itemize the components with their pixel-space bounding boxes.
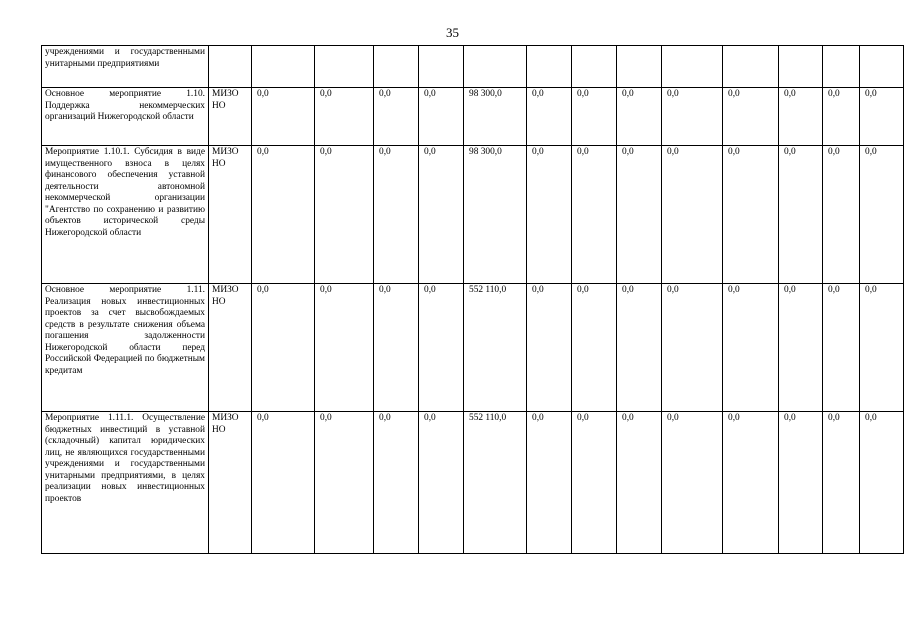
value-cell: 0,0 [527, 146, 572, 284]
value-cell: 0,0 [860, 284, 904, 412]
value-cell: 0,0 [527, 412, 572, 554]
activity-description-cell: учреждениями и государственными унитарными предприятиями [42, 46, 209, 88]
value-cell: 0,0 [374, 412, 419, 554]
value-cell: 0,0 [723, 284, 779, 412]
value-cell: 0,0 [860, 146, 904, 284]
page-number: 35 [446, 25, 459, 40]
value-cell: 98 300,0 [464, 146, 527, 284]
value-cell: 0,0 [315, 284, 374, 412]
value-cell: 0,0 [823, 146, 860, 284]
activity-description-cell: Основное мероприятие 1.11. Реализация новых инвестиционных проектов за счет высвобождаемых средств в результате снижения объема погашения задолженности Нижегородской области перед Российской Федерацией по бюджетным кредитам [42, 284, 209, 412]
activity-description-cell: Мероприятие 1.10.1. Субсидия в виде имущественного взноса в целях финансового обеспечения уставной деятельности автономной некоммерческой организации "Агентство по сохранению и развитию объектов исторической среды Нижегородской области [42, 146, 209, 284]
value-cell: 0,0 [779, 284, 823, 412]
value-cell: 0,0 [315, 146, 374, 284]
value-cell [662, 46, 723, 88]
activity-description-cell: Основное мероприятие 1.10. Поддержка некоммерческих организаций Нижегородской области [42, 88, 209, 146]
value-cell: 0,0 [723, 412, 779, 554]
value-cell [315, 46, 374, 88]
table-body [42, 46, 904, 554]
value-cell: 0,0 [779, 412, 823, 554]
table-row [42, 146, 904, 284]
value-cell: 0,0 [315, 412, 374, 554]
value-cell: 0,0 [723, 88, 779, 146]
value-cell: 0,0 [823, 88, 860, 146]
value-cell: 0,0 [662, 284, 723, 412]
value-cell: 0,0 [527, 88, 572, 146]
value-cell: 0,0 [374, 88, 419, 146]
value-cell [527, 46, 572, 88]
executor-cell: МИЗО НО [209, 412, 252, 554]
value-cell: 0,0 [662, 412, 723, 554]
value-cell [464, 46, 527, 88]
value-cell: 0,0 [419, 146, 464, 284]
value-cell: 0,0 [252, 88, 315, 146]
value-cell: 0,0 [419, 412, 464, 554]
value-cell: 0,0 [779, 88, 823, 146]
value-cell [723, 46, 779, 88]
table-row [42, 88, 904, 146]
value-cell: 0,0 [779, 146, 823, 284]
value-cell: 0,0 [252, 284, 315, 412]
value-cell: 0,0 [723, 146, 779, 284]
executor-cell: МИЗО НО [209, 88, 252, 146]
table-row [42, 284, 904, 412]
executor-cell: МИЗО НО [209, 284, 252, 412]
value-cell: 0,0 [527, 284, 572, 412]
value-cell: 0,0 [662, 88, 723, 146]
value-cell: 0,0 [374, 146, 419, 284]
value-cell [419, 46, 464, 88]
executor-cell [209, 46, 252, 88]
value-cell [860, 46, 904, 88]
value-cell [823, 46, 860, 88]
value-cell: 0,0 [860, 412, 904, 554]
value-cell [779, 46, 823, 88]
executor-cell: МИЗО НО [209, 146, 252, 284]
value-cell: 0,0 [662, 146, 723, 284]
value-cell: 0,0 [617, 412, 662, 554]
value-cell: 0,0 [617, 284, 662, 412]
value-cell: 0,0 [419, 284, 464, 412]
value-cell: 0,0 [572, 88, 617, 146]
budget-table [41, 45, 904, 554]
value-cell: 0,0 [252, 412, 315, 554]
value-cell: 0,0 [572, 412, 617, 554]
value-cell: 0,0 [823, 284, 860, 412]
value-cell: 0,0 [572, 284, 617, 412]
value-cell: 0,0 [572, 146, 617, 284]
value-cell: 0,0 [617, 146, 662, 284]
value-cell: 552 110,0 [464, 284, 527, 412]
activity-description-cell: Мероприятие 1.11.1. Осуществление бюджетных инвестиций в уставной (складочный) капитал юридических лиц, не являющихся государственными учреждениями и государственными унитарными предприятиями, в целях реализации новых инвестиционных проектов [42, 412, 209, 554]
value-cell: 98 300,0 [464, 88, 527, 146]
value-cell [252, 46, 315, 88]
value-cell: 0,0 [252, 146, 315, 284]
value-cell: 0,0 [315, 88, 374, 146]
value-cell [374, 46, 419, 88]
value-cell: 552 110,0 [464, 412, 527, 554]
table-row [42, 46, 904, 88]
value-cell: 0,0 [823, 412, 860, 554]
value-cell: 0,0 [617, 88, 662, 146]
value-cell: 0,0 [374, 284, 419, 412]
value-cell: 0,0 [419, 88, 464, 146]
value-cell: 0,0 [860, 88, 904, 146]
value-cell [572, 46, 617, 88]
value-cell [617, 46, 662, 88]
table-row [42, 412, 904, 554]
